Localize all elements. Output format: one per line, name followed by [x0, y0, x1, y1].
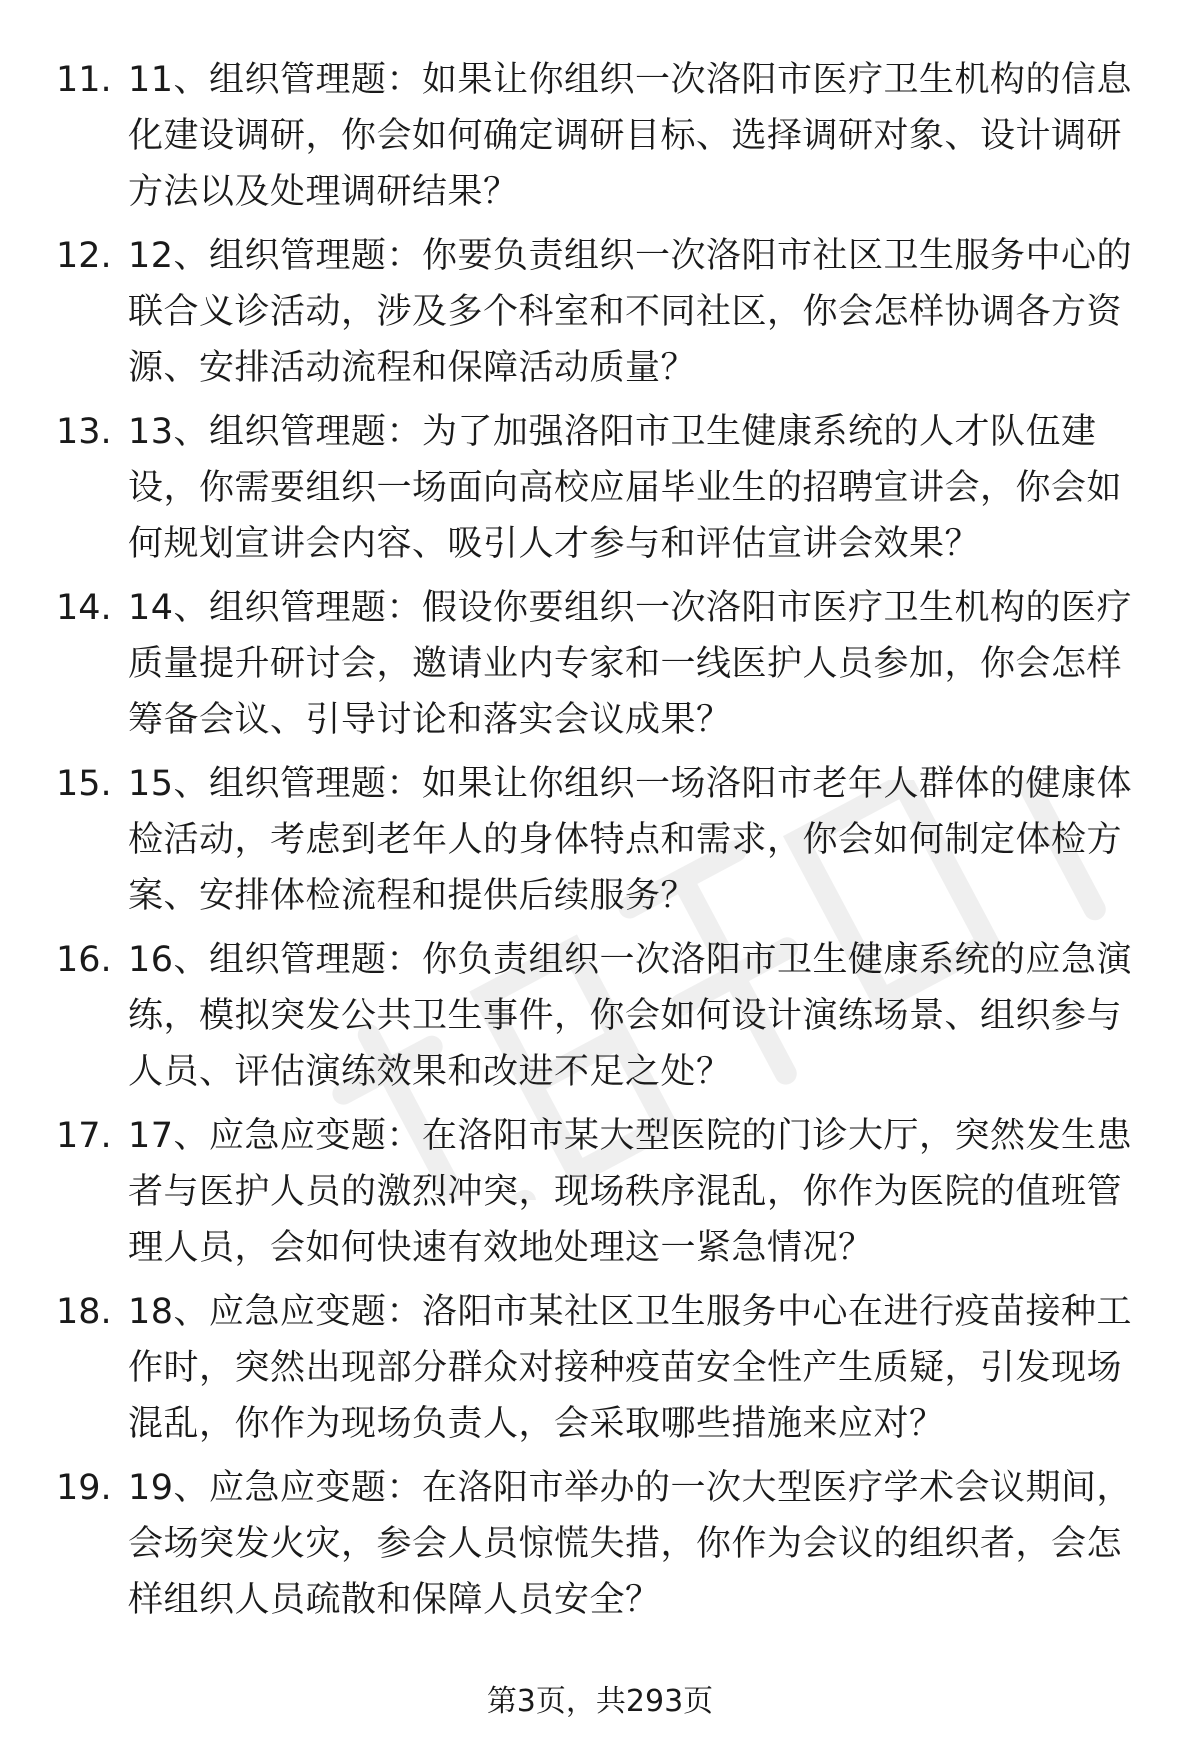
question-line: 16、组织管理题：你负责组织一次洛阳市卫生健康系统的应急演	[128, 940, 1133, 980]
question-line: 案、安排体检流程和提供后续服务？	[128, 876, 697, 916]
question-line: 何规划宣讲会内容、吸引人才参与和评估宣讲会效果？	[128, 524, 981, 564]
question-number: 13.	[56, 412, 112, 452]
question-line: 11、组织管理题：如果让你组织一次洛阳市医疗卫生机构的信息	[128, 60, 1133, 100]
question-line: 15、组织管理题：如果让你组织一场洛阳市老年人群体的健康体	[128, 764, 1133, 804]
question-line: 质量提升研讨会，邀请业内专家和一线医护人员参加，你会怎样	[128, 644, 1123, 684]
question-item	[0, 1284, 1200, 1460]
question-line: 样组织人员疏散和保障人员安全？	[128, 1580, 661, 1620]
question-line: 化建设调研，你会如何确定调研目标、选择调研对象、设计调研	[128, 116, 1123, 156]
question-list	[0, 52, 1200, 1636]
question-item	[0, 228, 1200, 404]
question-number: 11.	[56, 60, 112, 100]
question-number: 19.	[56, 1468, 112, 1508]
question-number: 16.	[56, 940, 112, 980]
question-line: 理人员，会如何快速有效地处理这一紧急情况？	[128, 1228, 874, 1268]
question-item	[0, 580, 1200, 756]
question-number: 15.	[56, 764, 112, 804]
question-item	[0, 756, 1200, 932]
page-number-label: 第3页，共293页	[486, 1684, 714, 1719]
question-item	[0, 1460, 1200, 1636]
question-item	[0, 52, 1200, 228]
question-item	[0, 404, 1200, 580]
question-line: 会场突发火灾，参会人员惊慌失措，你作为会议的组织者，会怎	[128, 1524, 1123, 1564]
question-line: 12、组织管理题：你要负责组织一次洛阳市社区卫生服务中心的	[128, 236, 1133, 276]
question-item	[0, 932, 1200, 1108]
question-line: 14、组织管理题：假设你要组织一次洛阳市医疗卫生机构的医疗	[128, 588, 1133, 628]
question-number: 12.	[56, 236, 112, 276]
question-line: 13、组织管理题：为了加强洛阳市卫生健康系统的人才队伍建	[128, 412, 1097, 452]
question-line: 者与医护人员的激烈冲突，现场秩序混乱，你作为医院的值班管	[128, 1172, 1123, 1212]
question-line: 人员、评估演练效果和改进不足之处？	[128, 1052, 732, 1092]
question-line: 检活动，考虑到老年人的身体特点和需求，你会如何制定体检方	[128, 820, 1123, 860]
question-text	[128, 228, 1148, 396]
question-line: 作时，突然出现部分群众对接种疫苗安全性产生质疑，引发现场	[128, 1348, 1123, 1388]
question-line: 19、应急应变题：在洛阳市举办的一次大型医疗学术会议期间，	[128, 1468, 1133, 1508]
question-line: 设，你需要组织一场面向高校应届毕业生的招聘宣讲会，你会如	[128, 468, 1123, 508]
question-line: 17、应急应变题：在洛阳市某大型医院的门诊大厅，突然发生患	[128, 1116, 1133, 1156]
question-number: 18.	[56, 1292, 112, 1332]
question-line: 联合义诊活动，涉及多个科室和不同社区，你会怎样协调各方资	[128, 292, 1123, 332]
question-line: 练，模拟突发公共卫生事件，你会如何设计演练场景、组织参与	[128, 996, 1123, 1036]
question-text	[128, 580, 1148, 748]
question-line: 方法以及处理调研结果？	[128, 172, 519, 212]
question-item	[0, 1108, 1200, 1284]
question-line: 源、安排活动流程和保障活动质量？	[128, 348, 697, 388]
question-text	[128, 404, 1148, 572]
question-text	[128, 1284, 1148, 1452]
question-text	[128, 52, 1148, 220]
question-number: 17.	[56, 1116, 112, 1156]
question-number: 14.	[56, 588, 112, 628]
question-line: 筹备会议、引导讨论和落实会议成果？	[128, 700, 732, 740]
question-text	[128, 1460, 1148, 1628]
page-footer	[0, 1680, 1200, 1724]
question-line: 18、应急应变题：洛阳市某社区卫生服务中心在进行疫苗接种工	[128, 1292, 1133, 1332]
question-line: 混乱，你作为现场负责人，会采取哪些措施来应对？	[128, 1404, 945, 1444]
question-text	[128, 932, 1148, 1100]
question-text	[128, 1108, 1148, 1276]
question-text	[128, 756, 1148, 924]
